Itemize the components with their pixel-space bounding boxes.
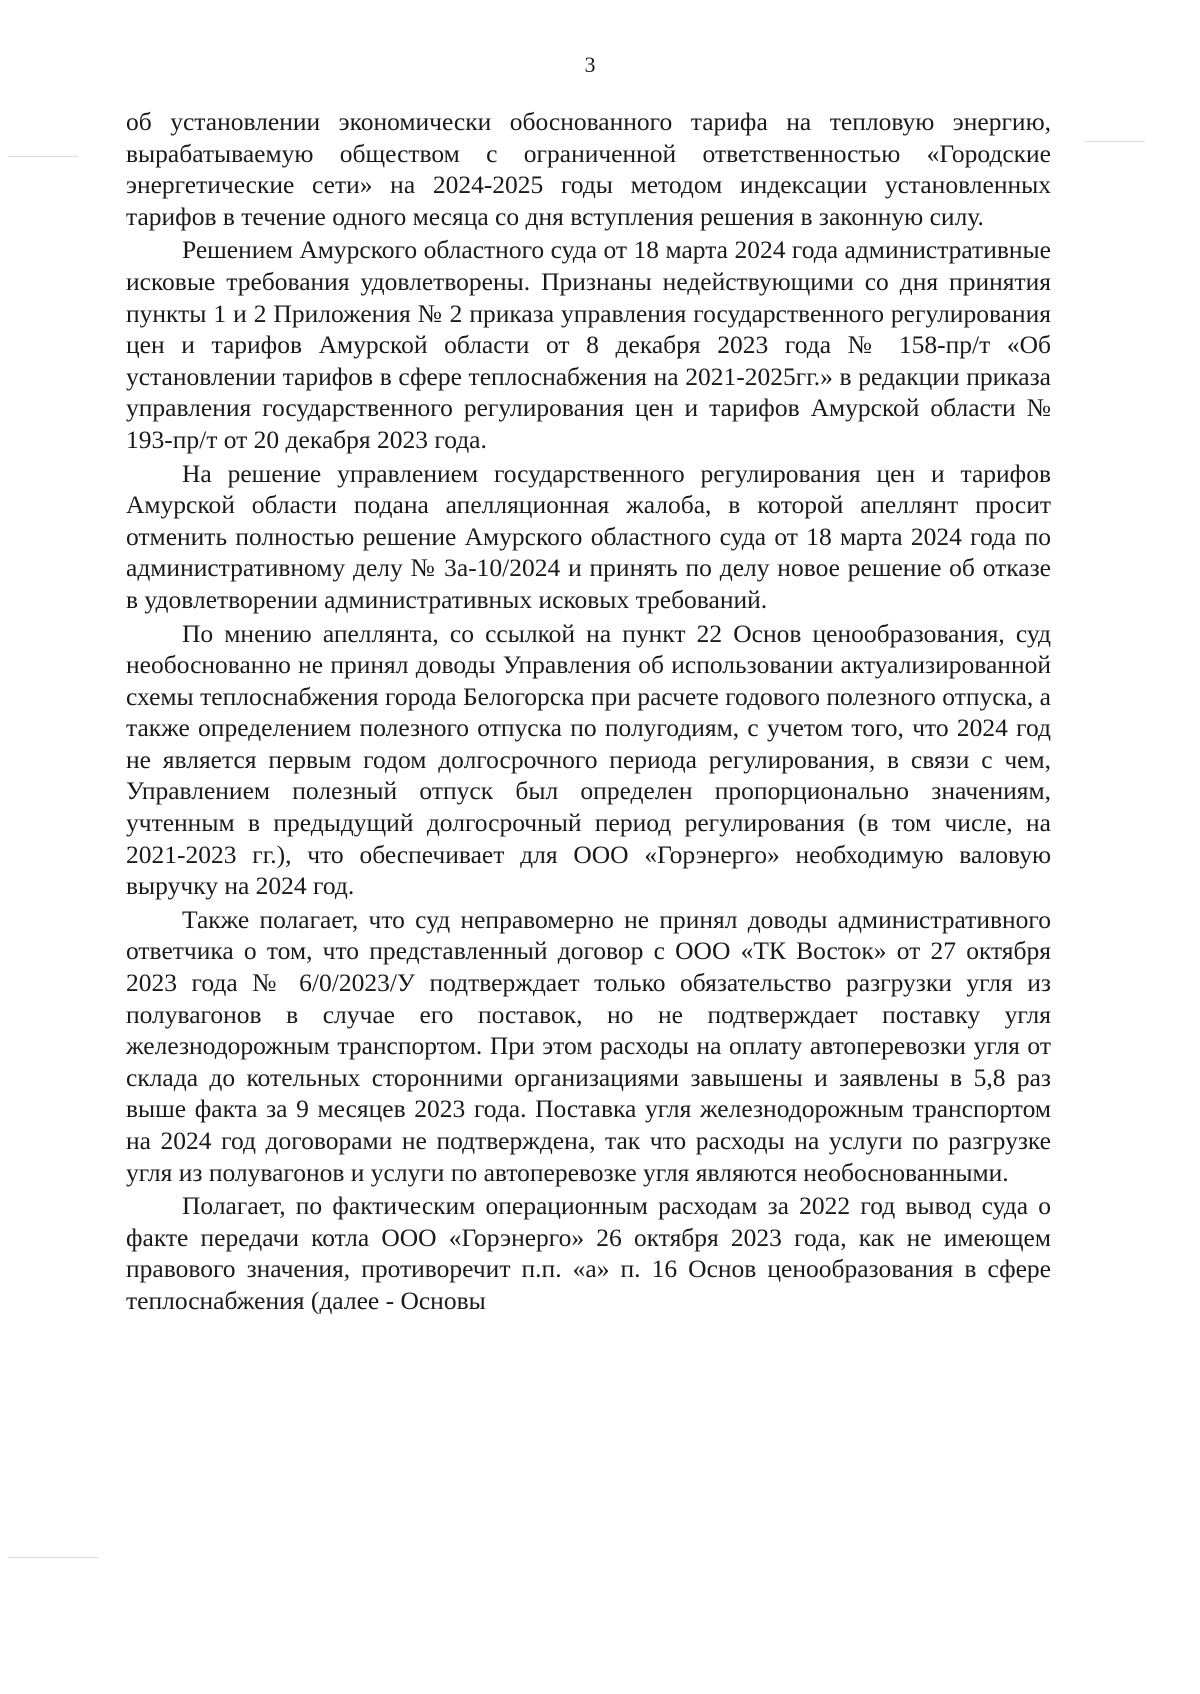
scan-artifact-right-top bbox=[1085, 141, 1145, 142]
paragraph-appellant-opinion: По мнению апеллянта, со ссылкой на пункт 22 Основ ценообразования, суд необоснованно не принял доводы Управления об использовании актуализированной схемы теплоснабжения города Белогорска при расчете годового полезного отпуска, а также определением полезного отпуска по полугодиям, с учетом того, что 2024 год не является первым годом долгосрочного периода регулирования, в связи с чем, Управлением полезный отпуск был определен пропорционально значениям, учтенным в предыдущий долгосрочный период регулирования (в том числе, на 2021-2023 гг.), что обеспечивает для ООО «Горэнерго» необходимую валовую выручку на 2024 год. bbox=[126, 618, 1051, 901]
paragraph-contract-arguments: Также полагает, что суд неправомерно не принял доводы административного ответчика о том, что представленный договор с ООО «ТК Восток» от 27 октября 2023 года № 6/0/2023/У подтверждает только обязательство разгрузки угля из полувагонов в случае его поставок, но не подтверждает поставку угля железнодорожным транспортом. При этом расходы на оплату автоперевозки угля от склада до котельных сторонними организациями завышены и заявлены в 5,8 раз выше факта за 9 месяцев 2023 года. Поставка угля железнодорожным транспортом на 2024 год договорами не подтверждена, так что расходы на услуги по разгрузке угля из полувагонов и услуги по автоперевозке угля являются необоснованными. bbox=[126, 904, 1051, 1187]
scan-artifact-left-top bbox=[8, 156, 78, 157]
paragraph-continuation: об установлении экономически обоснованного тарифа на тепловую энергию, вырабатываемую обществом с ограниченной ответственностью «Городские энергетические сети» на 2024-2025 годы методом индексации установленных тарифов в течение одного месяца со дня вступления решения в законную силу. bbox=[126, 107, 1051, 231]
scan-artifact-left-bottom bbox=[8, 1557, 98, 1558]
paragraph-operational-expenses: Полагает, по фактическим операционным расходам за 2022 год вывод суда о факте передачи котла ООО «Горэнерго» 26 октября 2023 года, как не имеющем правового значения, противоречит п.п. «а» п. 16 Основ ценообразования в сфере теплоснабжения (далее - Основы bbox=[126, 1191, 1051, 1315]
paragraph-appeal: На решение управлением государственного регулирования цен и тарифов Амурской области подана апелляционная жалоба, в которой апеллянт просит отменить полностью решение Амурского областного суда от 18 марта 2024 года по административному делу № 3а-10/2024 и принять по делу новое решение об отказе в удовлетворении административных исковых требований. bbox=[126, 458, 1051, 614]
paragraph-court-decision: Решением Амурского областного суда от 18 марта 2024 года административные исковые требования удовлетворены. Признаны недействующими со дня принятия пункты 1 и 2 Приложения № 2 приказа управления государственного регулирования цен и тарифов Амурской области от 8 декабря 2023 года № 158-пр/т «Об установлении тарифов в сфере теплоснабжения на 2021-2025гг.» в редакции приказа управления государственного регулирования цен и тарифов Амурской области № 193-пр/т от 20 декабря 2023 года. bbox=[126, 235, 1051, 454]
page-number: 3 bbox=[584, 52, 596, 77]
document-body bbox=[126, 106, 1051, 1317]
